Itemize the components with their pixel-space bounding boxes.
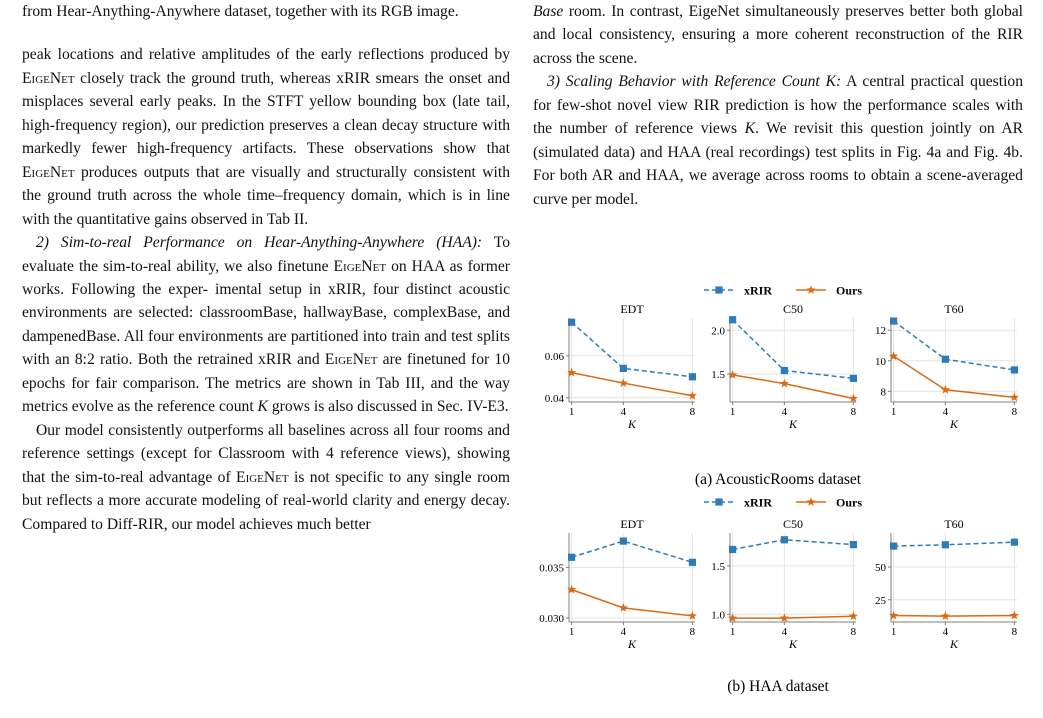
chart-panel-a-edt xyxy=(545,302,697,431)
x-axis-label: K xyxy=(788,417,798,431)
y-tick-label: 12 xyxy=(875,325,886,338)
data-point-xrir xyxy=(1011,539,1018,546)
data-point-xrir xyxy=(568,319,575,326)
legend-a xyxy=(704,284,862,298)
x-tick-label: 4 xyxy=(620,406,627,418)
data-point-xrir xyxy=(942,541,949,548)
legend-ours-label: Ours xyxy=(836,283,863,298)
series-line-xrir xyxy=(572,322,693,377)
x-axis-label: K xyxy=(788,637,798,651)
text-line: dampenedBase. All four environments are partitioned into train xyxy=(22,327,420,345)
text-fragment: views xyxy=(700,120,745,138)
text-line: 4 reference views), showing that the sim-to-real advantage xyxy=(22,445,510,486)
text-line: a more accurate modeling of real-world clarity and energy xyxy=(97,492,467,510)
x-tick-label: 4 xyxy=(781,626,788,638)
y-tick-label: 1.5 xyxy=(711,560,725,573)
x-axis-label: K xyxy=(627,417,637,431)
math-k: K xyxy=(257,398,268,416)
y-tick-label: 0.030 xyxy=(539,612,564,625)
x-axis-label: K xyxy=(627,637,637,651)
legend-b xyxy=(704,496,862,510)
data-point-xrir xyxy=(729,316,736,323)
series-line-xrir xyxy=(572,541,693,562)
text-line: obtain a scene-averaged curve per model. xyxy=(533,167,1023,208)
text-line: Our model consistently outperforms all baselines across all xyxy=(36,421,409,439)
paragraph-scaling xyxy=(533,70,1023,211)
x-tick-label: 1 xyxy=(568,626,575,638)
spacer xyxy=(22,23,510,43)
series-line-ours xyxy=(572,373,693,396)
paragraph-results xyxy=(22,419,510,536)
chart-panel-b-t60 xyxy=(875,517,1019,651)
series-line-ours xyxy=(572,590,693,616)
data-point-xrir xyxy=(568,554,575,561)
text-fragment: produces outputs that are visually and xyxy=(74,163,330,181)
y-tick-label: 1.0 xyxy=(711,609,725,622)
paragraph-qualitative xyxy=(22,43,510,231)
panel-title: C50 xyxy=(782,302,804,316)
text-line: peak locations and relative amplitudes of the early reflections xyxy=(22,46,424,64)
legend-ours-marker xyxy=(806,285,815,294)
data-point-xrir xyxy=(689,373,696,380)
chart-panel-a-c50 xyxy=(711,302,858,431)
text-line: Fig. 4b. For both AR and HAA, we average across rooms to xyxy=(533,143,1023,185)
text-line: time–frequency domain, which is in line with the quantitative xyxy=(22,187,510,228)
x-tick-label: 1 xyxy=(568,406,575,418)
data-point-xrir xyxy=(1011,366,1018,373)
y-tick-label: 1.5 xyxy=(711,369,725,381)
text-fragment: . We revisit this question jointly on AR (simulated xyxy=(533,120,1023,161)
x-axis-label: K xyxy=(949,417,959,431)
x-tick-label: 4 xyxy=(781,406,788,418)
subsection-heading: (HAA): xyxy=(436,234,483,252)
text-fragment: on HAA as former works. Following the exper- xyxy=(22,257,510,298)
x-axis-label: K xyxy=(949,637,959,651)
text-fragment: the reference count xyxy=(134,398,258,416)
data-point-xrir xyxy=(620,365,627,372)
panel-title: T60 xyxy=(944,302,964,316)
caption-a: (a) AcousticRooms dataset xyxy=(694,471,862,488)
series-line-ours xyxy=(894,615,1015,616)
x-tick-label: 1 xyxy=(890,406,897,418)
paragraph-haa xyxy=(22,231,510,419)
text-line: markedly fewer high-frequency artifacts. These observations xyxy=(22,140,434,158)
data-point-xrir xyxy=(890,542,897,549)
legend-ours-marker xyxy=(806,497,815,506)
text-line: both global and local consistency, ensuring a more coherent xyxy=(533,3,1023,44)
series-line-xrir xyxy=(733,540,854,550)
text-fragment: grows is also discussed in Sec. IV-E3. xyxy=(267,398,509,416)
x-tick-label: 1 xyxy=(729,406,736,418)
model-name: EigeNet xyxy=(333,257,387,275)
left-column xyxy=(22,0,510,536)
text-fragment: is not specific to any single room but reflects xyxy=(22,468,511,510)
x-tick-label: 8 xyxy=(850,406,857,418)
text-line: gains observed in Tab II. xyxy=(154,210,309,228)
y-tick-label: 2.0 xyxy=(711,325,725,338)
y-tick-label: 0.06 xyxy=(544,350,564,363)
y-tick-label: 10 xyxy=(875,355,886,368)
model-name: EigeNet xyxy=(324,351,378,369)
legend-xrir-label: xRIR xyxy=(744,283,773,298)
panel-title: EDT xyxy=(620,517,644,531)
math-k: K xyxy=(825,73,837,91)
text-line: and test splits with an 8:2 ratio. Both the retrained xRIR and xyxy=(22,327,510,369)
text-line: are selected: classroomBase, hallwayBase, complexBase, and xyxy=(113,304,510,322)
x-tick-label: 4 xyxy=(942,406,949,418)
y-tick-label: 0.04 xyxy=(544,392,564,405)
text-line: structurally consistent with the ground truth across the whole xyxy=(22,163,510,205)
series-line-ours xyxy=(733,616,854,618)
data-point-xrir xyxy=(781,367,788,374)
text-line: data) and HAA (real recordings) test splits in Fig. 4a and xyxy=(603,143,969,161)
y-tick-label: 50 xyxy=(875,562,886,575)
legend-xrir-marker xyxy=(715,498,722,505)
model-name: EigeNet xyxy=(236,468,289,486)
panel-title: EDT xyxy=(620,302,644,316)
text-line: reconstruction of the RIR across the scene. xyxy=(533,26,1023,67)
series-line-xrir xyxy=(894,542,1015,546)
paragraph-continued xyxy=(533,0,1023,70)
text-line: metrics are shown in Tab III, and the way metrics evolve as xyxy=(22,374,510,416)
panel-title: C50 xyxy=(782,517,804,531)
text-line: imental setup in xRIR, four distinct acoustic environments xyxy=(22,280,510,322)
math-k: K xyxy=(744,120,755,138)
data-point-xrir xyxy=(850,375,857,382)
data-point-xrir xyxy=(850,541,857,548)
caption-b: (b) HAA dataset xyxy=(727,678,829,695)
x-tick-label: 4 xyxy=(942,626,949,638)
model-name: EigeNet xyxy=(22,69,75,87)
room-name: Base xyxy=(533,3,564,20)
right-column xyxy=(533,0,1023,211)
x-tick-label: 8 xyxy=(850,626,857,638)
text-fragment: produced by xyxy=(430,46,510,64)
legend-xrir-marker xyxy=(715,286,722,293)
text-line: decay. Compared to Diff-RIR, our model achieves much better xyxy=(22,492,510,533)
text-line: xRIR smears the onset and misplaces several early peaks. xyxy=(22,69,510,111)
chart-panel-b-edt xyxy=(539,517,697,651)
subsection-heading: 2) Sim-to-real Performance on Hear-Anything-Anywhere xyxy=(36,234,425,252)
legend-ours-label: Ours xyxy=(836,495,863,510)
x-tick-label: 8 xyxy=(1011,406,1018,418)
x-tick-label: 1 xyxy=(890,626,897,638)
text-line: In the STFT yellow bounding box (late tail, high-frequency xyxy=(22,93,510,134)
y-tick-label: 8 xyxy=(880,386,886,399)
x-tick-label: 1 xyxy=(729,626,736,638)
text-fragment: closely track the ground truth, whereas xyxy=(74,69,331,87)
figure-caption-tail xyxy=(22,0,510,23)
text-fragment: of xyxy=(217,468,237,486)
text-fragment: A central xyxy=(841,73,905,91)
data-point-xrir xyxy=(620,537,627,544)
figure-svg xyxy=(533,270,1023,713)
text-fragment: show that xyxy=(443,140,510,158)
text-line: how the performance scales with the number of reference xyxy=(533,96,1023,138)
text-fragment: To evaluate the sim-to-real ability, we also finetune xyxy=(22,234,510,275)
chart-panel-a-t60 xyxy=(875,302,1019,431)
subsection-heading: 3) Scaling Behavior with Reference Count xyxy=(547,73,820,91)
legend-xrir-label: xRIR xyxy=(744,495,773,510)
text-line: image. xyxy=(416,3,459,20)
text-line: region), our prediction preserves a clean decay structure with xyxy=(121,116,510,134)
y-tick-label: 25 xyxy=(875,594,886,607)
series-line-xrir xyxy=(733,320,854,379)
x-tick-label: 4 xyxy=(620,626,627,638)
x-tick-label: 8 xyxy=(689,626,696,638)
text-fragment: room. In contrast, EigeNet simultaneously preserves better xyxy=(563,3,946,20)
series-line-ours xyxy=(733,375,854,399)
panel-title: T60 xyxy=(944,517,964,531)
y-tick-label: 0.035 xyxy=(539,562,564,575)
data-point-xrir xyxy=(890,317,897,324)
text-line: practical question for few-shot novel view RIR prediction is xyxy=(533,73,1023,114)
series-line-xrir xyxy=(894,321,1015,370)
x-tick-label: 8 xyxy=(1011,626,1018,638)
text-fragment: are finetuned for 10 epochs for fair comparison. The xyxy=(22,351,510,392)
model-name: EigeNet xyxy=(22,163,75,181)
data-point-xrir xyxy=(729,546,736,553)
text-line: from Hear-Anything-Anywhere dataset, together with its RGB xyxy=(22,3,413,20)
text-fragment: : xyxy=(836,73,842,91)
data-point-xrir xyxy=(781,536,788,543)
x-tick-label: 8 xyxy=(689,406,696,418)
chart-panel-b-c50 xyxy=(711,517,858,651)
text-line: four rooms and reference settings (except for Classroom with xyxy=(22,421,510,463)
data-point-xrir xyxy=(689,559,696,566)
data-point-xrir xyxy=(942,356,949,363)
figure-4 xyxy=(533,270,1023,713)
